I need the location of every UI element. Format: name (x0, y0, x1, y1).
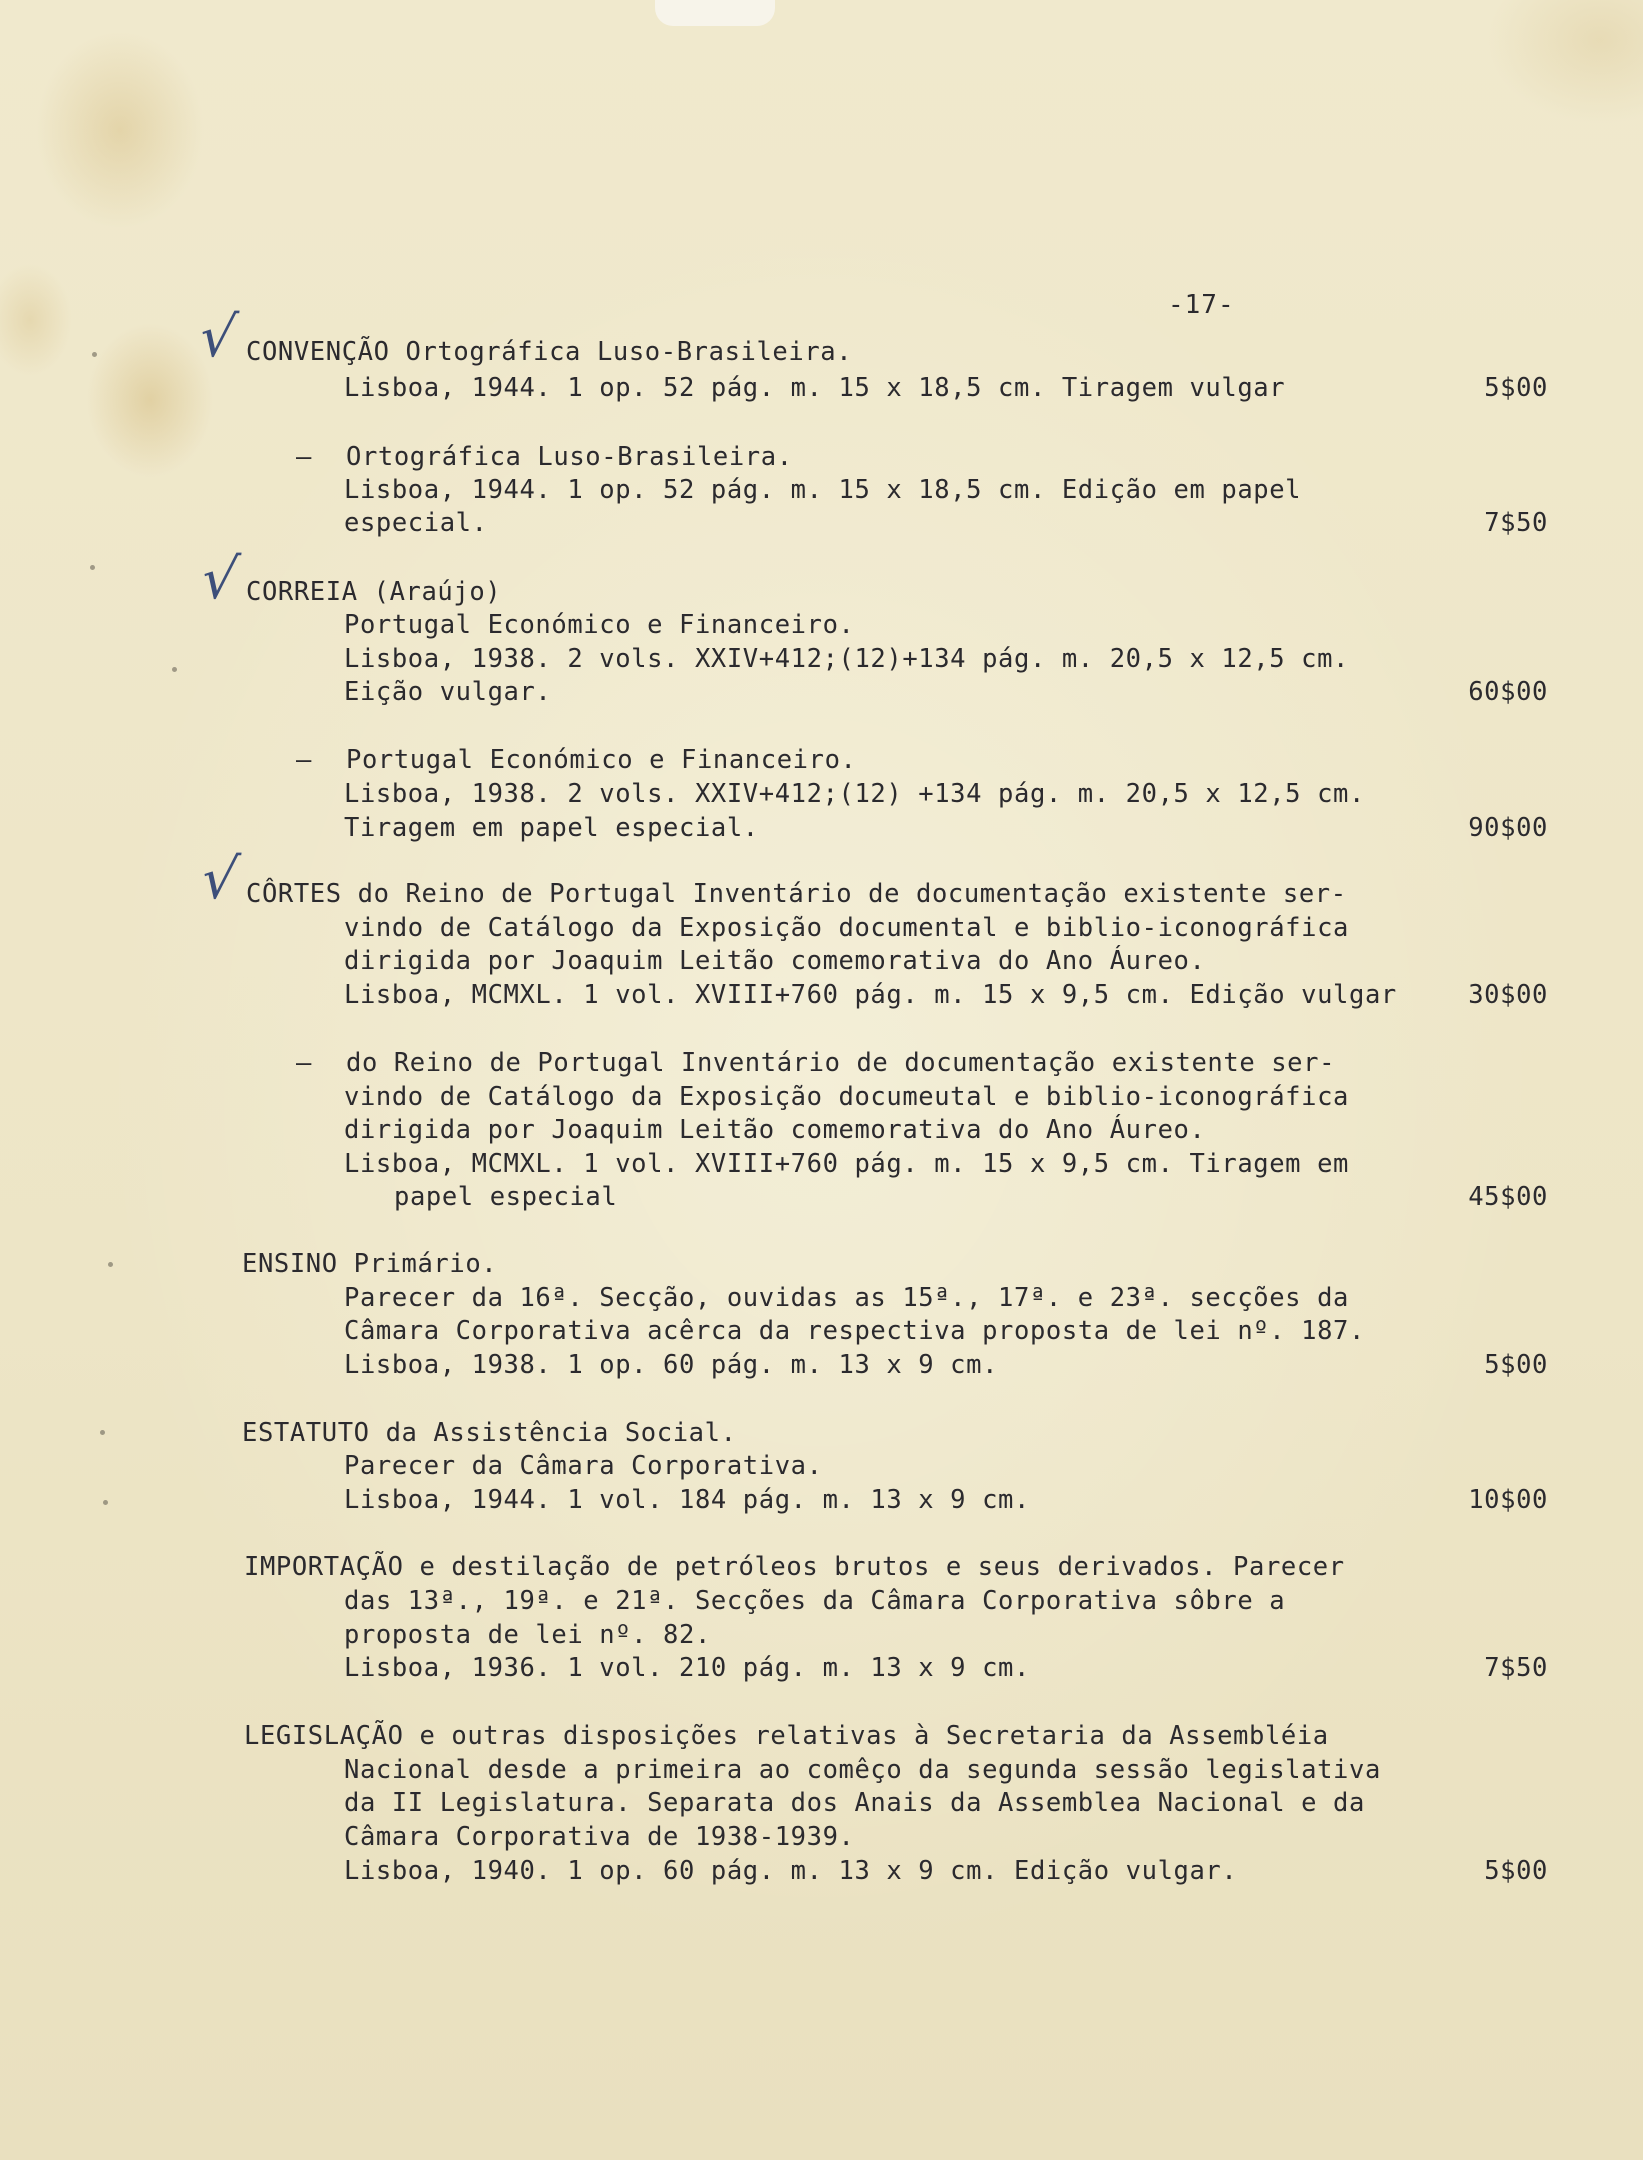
entry-title-line: CONVENÇÃO Ortográfica Luso-Brasileira. (246, 337, 853, 367)
check-mark-icon: √ (197, 547, 243, 612)
entry-price: 7$50 (1484, 508, 1548, 538)
check-mark-icon: √ (197, 847, 243, 912)
entry-detail-line: dirigida por Joaquim Leitão comemorativa do Ano Áureo. (344, 946, 1206, 976)
entry-detail-line: vindo de Catálogo da Exposição documental e biblio-iconográfica (344, 913, 1349, 943)
entry-detail-line: Lisboa, 1938. 2 vols. XXIV+412;(12) +134 pág. m. 20,5 x 12,5 cm. (344, 779, 1365, 809)
sub-entry-dash: – (296, 442, 312, 472)
entry-price: 5$00 (1484, 373, 1548, 403)
entry-detail-line: Parecer da 16ª. Secção, ouvidas as 15ª., 17ª. e 23ª. secções da (344, 1283, 1349, 1313)
ink-speck (100, 1430, 105, 1435)
entry-title-line: do Reino de Portugal Inventário de documentação existente ser- (346, 1048, 1336, 1078)
entry-title-line: Portugal Económico e Financeiro. (346, 745, 857, 775)
entry-detail-line: Câmara Corporativa acêrca da respectiva proposta de lei nº. 187. (344, 1316, 1365, 1346)
check-mark-icon: √ (195, 305, 241, 370)
entry-price: 5$00 (1484, 1856, 1548, 1886)
entry-price: 45$00 (1468, 1182, 1548, 1212)
entry-detail-line: dirigida por Joaquim Leitão comemorativa do Ano Áureo. (344, 1115, 1206, 1145)
ink-speck (108, 1262, 113, 1267)
entry-title-line: IMPORTAÇÃO e destilação de petróleos brutos e seus derivados. Parecer (244, 1552, 1345, 1582)
ink-speck (103, 1500, 108, 1505)
entry-detail-line: papel especial (394, 1182, 618, 1212)
entry-price: 5$00 (1484, 1350, 1548, 1380)
entry-title-line: ESTATUTO da Assistência Social. (242, 1418, 737, 1448)
page-number: -17- (1168, 290, 1235, 320)
ink-speck (92, 352, 97, 357)
entry-title-line: Ortográfica Luso-Brasileira. (346, 442, 793, 472)
entry-detail-line: Lisboa, MCMXL. 1 vol. XVIII+760 pág. m. 15 x 9,5 cm. Edição vulgar (344, 980, 1397, 1010)
entry-detail-line: especial. (344, 508, 488, 538)
ink-speck (172, 667, 177, 672)
entry-detail-line: Portugal Económico e Financeiro. (344, 610, 855, 640)
entry-price: 60$00 (1468, 677, 1548, 707)
entry-detail-line: Nacional desde a primeira ao comêço da segunda sessão legislativa (344, 1755, 1381, 1785)
paper-clip-mark (655, 0, 775, 26)
entry-detail-line: da II Legislatura. Separata dos Anais da Assemblea Nacional e da (344, 1788, 1365, 1818)
entry-title-line: ENSINO Primário. (242, 1249, 498, 1279)
entry-detail-line: vindo de Catálogo da Exposição documeutal e biblio-iconográfica (344, 1082, 1349, 1112)
entry-detail-line: Eição vulgar. (344, 677, 552, 707)
entry-detail-line: Lisboa, 1938. 1 op. 60 pág. m. 13 x 9 cm. (344, 1350, 999, 1380)
entry-detail-line: Lisboa, 1938. 2 vols. XXIV+412;(12)+134 pág. m. 20,5 x 12,5 cm. (344, 644, 1349, 674)
entry-price: 30$00 (1468, 980, 1548, 1010)
entry-price: 7$50 (1484, 1653, 1548, 1683)
entry-detail-line: Lisboa, 1944. 1 op. 52 pág. m. 15 x 18,5 cm. Tiragem vulgar (344, 373, 1286, 403)
entry-detail-line: Lisboa, 1936. 1 vol. 210 pág. m. 13 x 9 cm. (344, 1653, 1030, 1683)
entry-title-line: CORREIA (Araújo) (246, 577, 502, 607)
entry-title-line: CÔRTES do Reino de Portugal Inventário de documentação existente ser- (246, 879, 1347, 909)
entry-detail-line: proposta de lei nº. 82. (344, 1620, 711, 1650)
entry-detail-line: Tiragem em papel especial. (344, 813, 759, 843)
sub-entry-dash: – (296, 1048, 312, 1078)
entry-price: 10$00 (1468, 1485, 1548, 1515)
entry-detail-line: Lisboa, 1944. 1 vol. 184 pág. m. 13 x 9 cm. (344, 1485, 1030, 1515)
sub-entry-dash: – (296, 745, 312, 775)
entry-detail-line: Parecer da Câmara Corporativa. (344, 1451, 823, 1481)
entry-detail-line: Câmara Corporativa de 1938-1939. (344, 1822, 855, 1852)
entry-detail-line: das 13ª., 19ª. e 21ª. Secções da Câmara Corporativa sôbre a (344, 1586, 1286, 1616)
entry-detail-line: Lisboa, 1944. 1 op. 52 pág. m. 15 x 18,5 cm. Edição em papel (344, 475, 1302, 505)
entry-detail-line: Lisboa, MCMXL. 1 vol. XVIII+760 pág. m. 15 x 9,5 cm. Tiragem em (344, 1149, 1349, 1179)
ink-speck (90, 565, 95, 570)
entry-price: 90$00 (1468, 813, 1548, 843)
entry-detail-line: Lisboa, 1940. 1 op. 60 pág. m. 13 x 9 cm. Edição vulgar. (344, 1856, 1238, 1886)
entry-title-line: LEGISLAÇÃO e outras disposições relativas à Secretaria da Assembléia (244, 1721, 1329, 1751)
